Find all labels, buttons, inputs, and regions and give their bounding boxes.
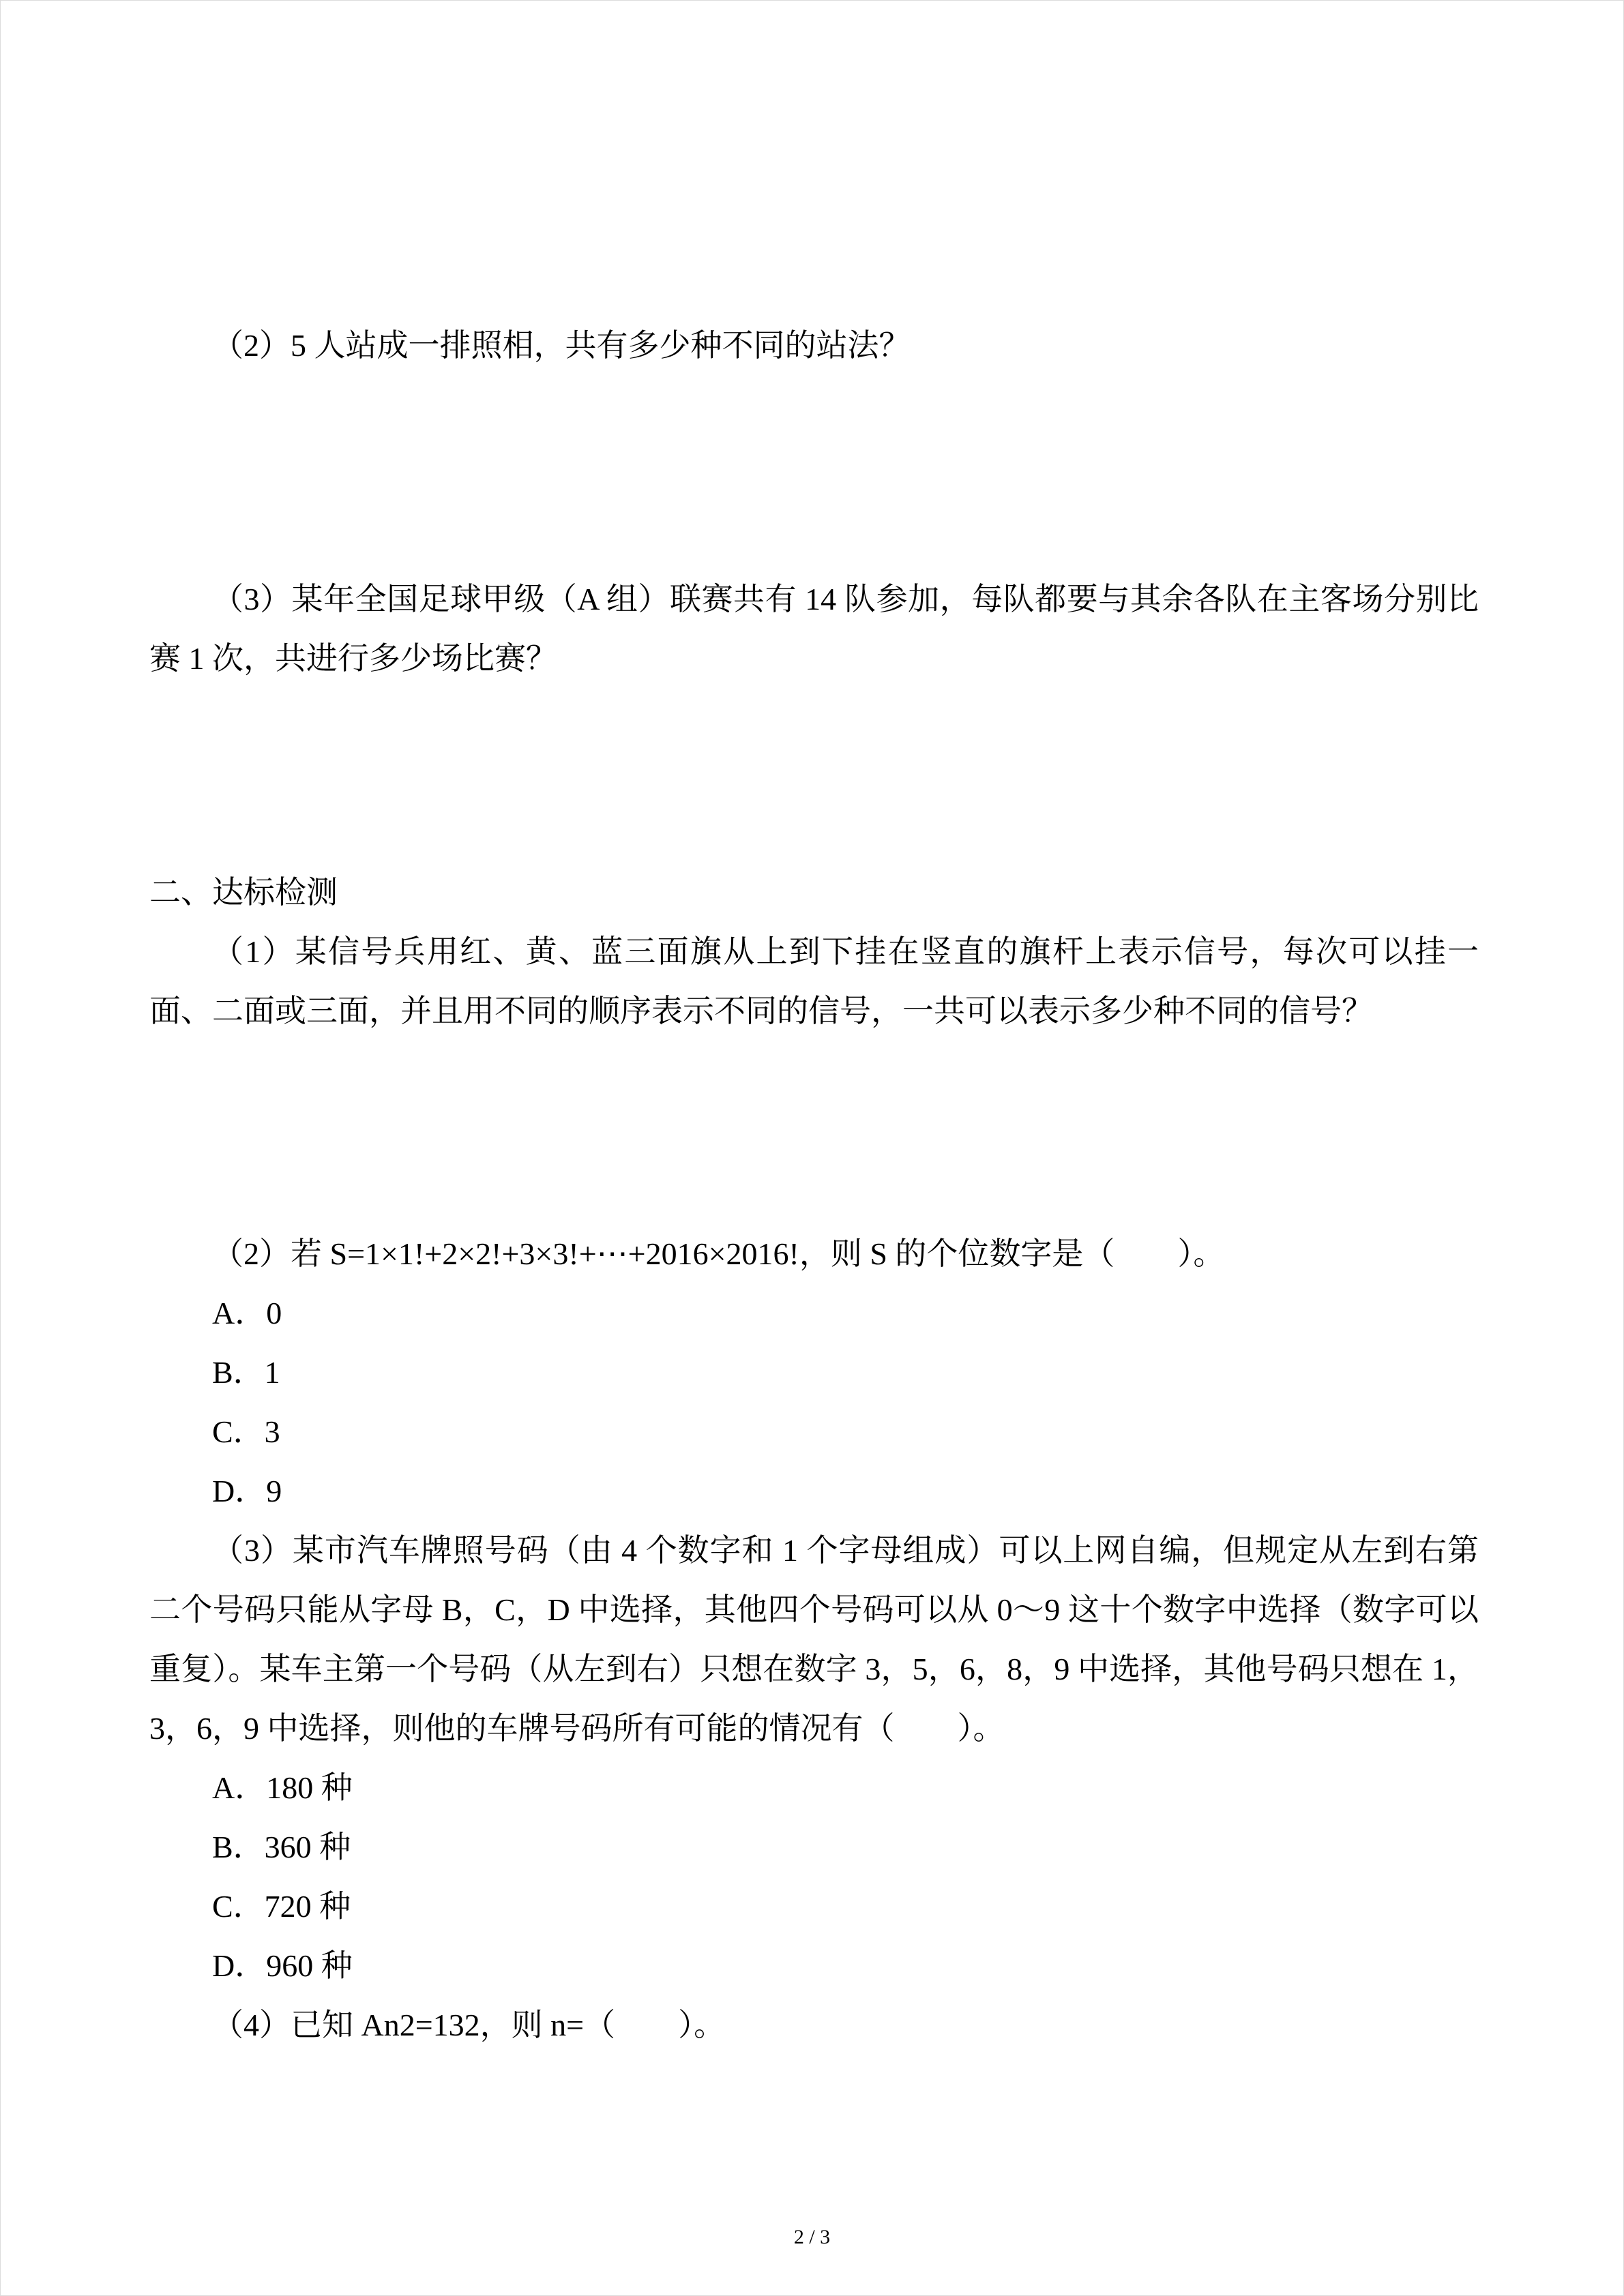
page-number: 2 / 3 <box>793 2226 831 2248</box>
question-part2-q1: （1）某信号兵用红、黄、蓝三面旗从上到下挂在竖直的旗杆上表示信号，每次可以挂一面、二面或三面，并且用不同的顺序表示不同的信号，一共可以表示多少种不同的信号？ <box>149 934 1479 1028</box>
option-q3-a: A．180 种 <box>212 1770 353 1805</box>
option-q2-a: A．0 <box>212 1296 282 1330</box>
option-q3-c: C．720 种 <box>212 1889 351 1924</box>
option-q2-b: B．1 <box>212 1355 280 1390</box>
option-q2-d: D．9 <box>212 1474 282 1508</box>
question-part1-q3: （3）某年全国足球甲级（A 组）联赛共有 14 队参加，每队都要与其余各队在主客场分别比赛 1 次，共进行多少场比赛？ <box>149 582 1479 676</box>
page-content <box>149 316 1479 2055</box>
question-part1-q2: （2）5 人站成一排照相，共有多少种不同的站法？ <box>212 328 911 363</box>
answer-space <box>149 375 1479 569</box>
question-part2-q4: （4）已知 An2=132，则 n=（ ）。 <box>212 2008 726 2042</box>
option-q3-d: D．960 种 <box>212 1948 353 1983</box>
option-q2-c: C．3 <box>212 1414 280 1449</box>
option-q3-b: B．360 种 <box>212 1830 351 1864</box>
question-part2-q3: （3）某市汽车牌照号码（由 4 个数字和 1 个字母组成）可以上网自编，但规定从左到右第二个号码只能从字母 B，C，D 中选择，其他四个号码可以从 0～9 这十个数字中选择（数字可以重复）。某车主第一个号码（从左到右）只想在数字 3，5，6，8，9 中选择，其他号码只想在 1，3，6，9 中选择，则他的车牌号码所有可能的情况有（ ）。 <box>149 1533 1479 1746</box>
answer-space <box>149 1041 1479 1224</box>
question-part2-q2: （2）若 S=1×1!+2×2!+3×3!+⋯+2016×2016!，则 S 的个位数字是（ ）。 <box>212 1236 1225 1271</box>
answer-space <box>149 688 1479 863</box>
page-footer <box>1 2225 1623 2250</box>
section-heading: 二、达标检测 <box>149 875 338 910</box>
